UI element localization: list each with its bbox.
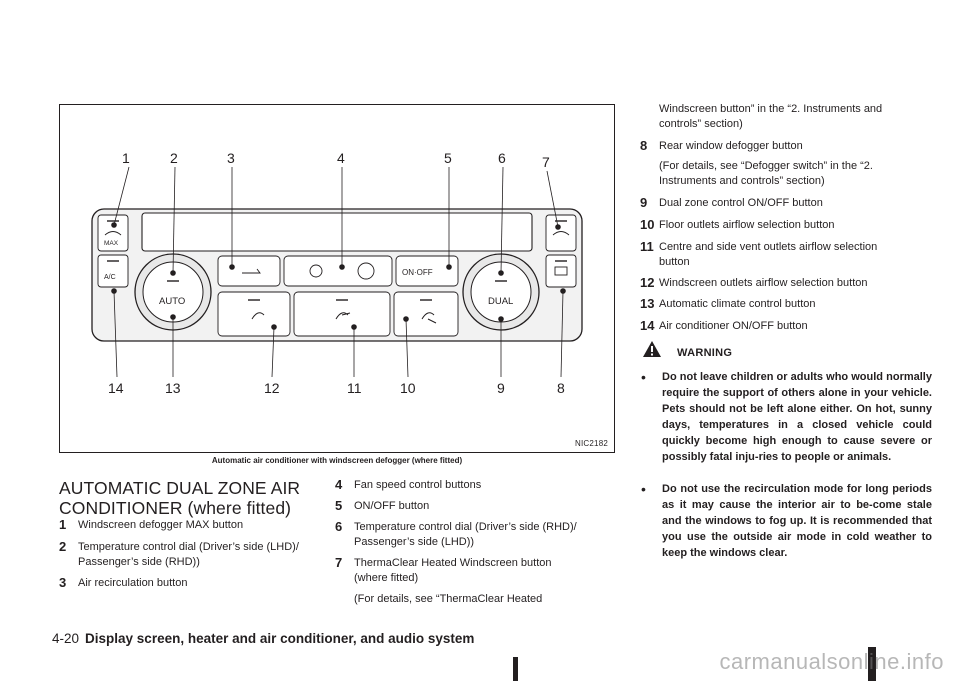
label-max: MAX [104, 240, 119, 247]
item-text: ON/OFF button [354, 500, 430, 512]
callout-5: 5 [444, 150, 452, 166]
figure-caption: Automatic air conditioner with windscreen defogger (where fitted) [211, 456, 463, 465]
item-text: Floor outlets airflow selection button [659, 219, 835, 231]
callout-8: 8 [557, 380, 565, 396]
page-number: 4-20 [52, 631, 80, 646]
item-note-thermaclear-part1: (For details, see “ThermaClear Heated [354, 593, 543, 605]
item-number: 12 [640, 275, 655, 290]
callout-numbers-bottom [108, 380, 565, 396]
list-item [640, 240, 930, 270]
item-number: 8 [640, 138, 648, 153]
decorative-bar [513, 657, 518, 681]
warning-title: WARNING [677, 347, 733, 359]
callout-7: 7 [542, 154, 550, 170]
label-dual: DUAL [488, 296, 514, 307]
watermark: carmanualsonline.info [719, 649, 944, 674]
item-number: 2 [59, 539, 67, 554]
vent-outlet-button [294, 292, 390, 336]
item-number: 13 [640, 296, 655, 311]
callout-11: 11 [347, 380, 362, 396]
section-title: Display screen, heater and air conditioner, and audio system [85, 631, 475, 646]
section-heading: AUTOMATIC DUAL ZONE AIR CONDITIONER (where fitted) [59, 478, 301, 518]
item-number: 3 [59, 575, 67, 590]
callout-14: 14 [108, 380, 124, 396]
windscreen-outlet-button [218, 292, 290, 336]
callout-numbers-top [122, 150, 550, 170]
callout-12: 12 [264, 380, 280, 396]
callout-1: 1 [122, 150, 130, 166]
item-text: Fan speed control buttons [354, 479, 482, 491]
warning-icon [642, 340, 662, 358]
item-text: Air conditioner ON/OFF button [659, 320, 808, 332]
callout-9: 9 [497, 380, 505, 396]
item-text: Temperature control dial (Driver’s side (LHD)/ Passenger’s side (RHD)) [78, 541, 299, 568]
item-number: 5 [335, 498, 343, 513]
warning-bullet: Do not use the recirculation mode for long periods as it may cause the interior air to be-come stale and the windows to fog up. It is recommended that you use the outside air mode in cold weather to keep the windows clear. [662, 483, 932, 559]
label-ac: A/C [104, 274, 116, 281]
callout-6: 6 [498, 150, 506, 166]
item-number: 11 [640, 239, 654, 254]
bullet-icon: • [641, 481, 646, 497]
callout-2: 2 [170, 150, 178, 166]
item-number: 6 [335, 519, 343, 534]
item-number: 1 [59, 517, 67, 532]
label-auto: AUTO [159, 296, 186, 307]
item-text: Dual zone control ON/OFF button [659, 197, 823, 209]
item-number: 4 [335, 477, 343, 492]
callout-3: 3 [227, 150, 235, 166]
display-window [142, 213, 532, 251]
list-item [59, 540, 319, 570]
item-text: Automatic climate control button [659, 298, 816, 310]
item-text: Centre and side vent outlets airflow selection button [659, 241, 878, 268]
label-onoff: ON·OFF [402, 268, 433, 277]
list-item [335, 520, 625, 550]
item-note-defogger: (For details, see “Defogger switch” in the “2. Instruments and controls” section) [659, 160, 873, 187]
item-text: Air recirculation button [78, 577, 188, 589]
ac-button [98, 255, 128, 287]
callout-4: 4 [337, 150, 345, 166]
item-text: Rear window defogger button [659, 140, 803, 152]
warning-bullet: Do not leave children or adults who would normally require the support of others alone in your vehicle. Pets should not be left alone either. On hot, sunny days, temperatures in a closed vehicle could quickly become high enough to cause severe or possibly fatal inju-ries to people or animals. [662, 371, 932, 463]
figure-code: NIC2182 [575, 439, 608, 448]
item-number: 9 [640, 195, 648, 210]
climate-control-panel-illustration [60, 105, 616, 454]
recirc-button [218, 256, 280, 286]
item-text: Windscreen outlets airflow selection button [659, 277, 868, 289]
callout-13: 13 [165, 380, 181, 396]
rear-defog-button [546, 255, 576, 287]
item-number: 7 [335, 555, 343, 570]
item-text: Temperature control dial (Driver’s side (RHD)/ Passenger’s side (LHD)) [354, 521, 577, 548]
callout-10: 10 [400, 380, 416, 396]
item-text: Windscreen defogger MAX button [78, 519, 244, 531]
item-note-thermaclear-part2: Windscreen button” in the “2. Instruments and controls” section) [659, 103, 883, 130]
fan-speed-button [284, 256, 392, 286]
bullet-icon: • [641, 369, 646, 385]
figure-frame [59, 104, 615, 453]
page-footer [52, 631, 474, 646]
item-number: 10 [640, 217, 655, 232]
list-item [335, 556, 625, 586]
item-text: ThermaClear Heated Windscreen button (where fitted) [354, 557, 552, 584]
item-number: 14 [640, 318, 655, 333]
